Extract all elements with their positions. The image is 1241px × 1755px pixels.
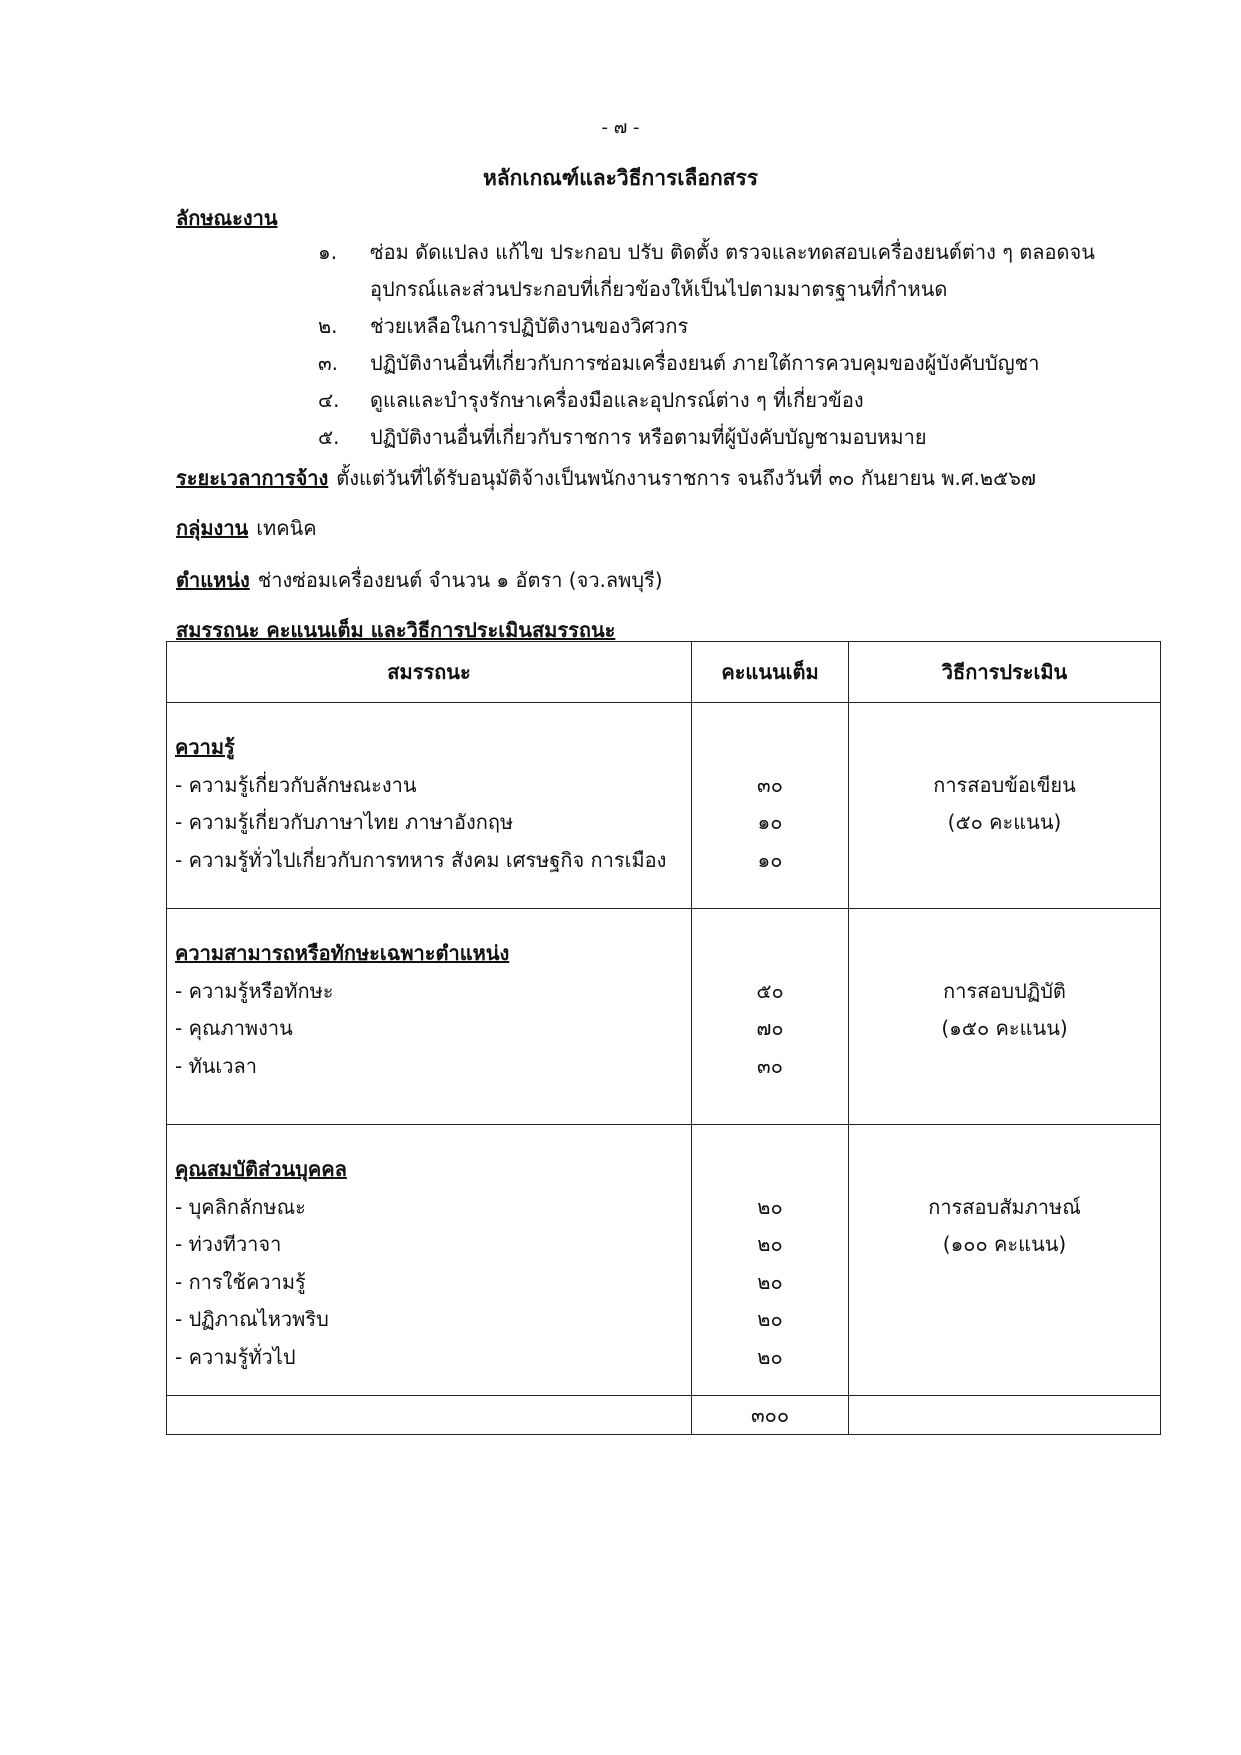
job-duty-list [318,234,1138,456]
employment-period-value: ตั้งแต่วันที่ได้รับอนุมัติจ้างเป็นพนักงานราชการ จนถึงวันที่ ๓๐ กันยายน พ.ศ.๒๕๖๗ [336,466,1036,490]
duty-number: ๕. [318,425,340,449]
competency-item: - ความรู้เกี่ยวกับภาษาไทย ภาษาอังกฤษ [175,810,514,834]
method-cell [849,909,1161,1125]
score-value: ๑๐ [757,847,783,872]
employment-period-line [176,462,1036,494]
score-cell [692,1125,849,1396]
duty-line: ซ่อม ดัดแปลง แก้ไข ประกอบ ปรับ ติดตั้ง ตรวจและทดสอบเครื่องยนต์ต่าง ๆ ตลอดจน [370,240,1095,264]
competency-item: - ความรู้ทั่วไปเกี่ยวกับการทหาร สังคม เศรษฐกิจ การเมือง [175,847,667,872]
competency-item: - ความรู้ทั่วไป [175,1344,296,1369]
method-cell [849,703,1161,909]
score-value: ๑๐ [757,810,783,834]
method-name: การสอบสัมภาษณ์ [928,1194,1081,1219]
duty-text: ช่วยเหลือในการปฏิบัติงานของวิศวกร [370,314,689,338]
method-score: (๑๕๐ คะแนน) [941,1016,1068,1040]
page-title: หลักเกณฑ์และวิธีการเลือกสรร [482,166,759,190]
table-header-row [167,642,1161,703]
competency-item: - บุคลิกลักษณะ [175,1194,306,1219]
score-cell [692,909,849,1125]
column-header-method: วิธีการประเมิน [849,642,1161,703]
group-title: ความรู้ [175,735,235,759]
score-value: ๒๐ [757,1269,783,1294]
method-name: การสอบปฏิบัติ [943,978,1066,1003]
work-group-value: เทคนิค [256,516,317,540]
position-value: ช่างซ่อมเครื่องยนต์ จำนวน ๑ อัตรา (จว.ลพบุรี) [257,568,663,592]
competency-group-cell [167,1125,692,1396]
duty-number: ๒. [318,314,338,338]
competency-table [166,641,1161,1435]
work-group-label: กลุ่มงาน [176,516,249,540]
duty-line: อุปกรณ์และส่วนประกอบที่เกี่ยวข้องให้เป็นไปตามมาตรฐานที่กำหนด [370,277,948,301]
competency-item: - ความรู้เกี่ยวกับลักษณะงาน [175,772,417,797]
employment-period-label: ระยะเวลาการจ้าง [176,466,329,490]
score-cell [692,703,849,909]
group-title: ความสามารถหรือทักษะเฉพาะตำแหน่ง [175,941,510,965]
table-row [167,909,1161,1125]
table-row [167,1125,1161,1396]
method-score: (๑๐๐ คะแนน) [942,1232,1067,1256]
duty-number: ๔. [318,388,340,412]
competency-item: - ท่วงทีวาจา [175,1232,282,1256]
competency-group-cell [167,703,692,909]
method-cell [849,1125,1161,1396]
column-header-competency: สมรรถนะ [167,642,692,703]
competency-group-cell [167,909,692,1125]
column-header-full-score: คะแนนเต็ม [692,642,849,703]
duty-number: ๓. [318,351,339,375]
score-value: ๓๐ [757,772,783,797]
job-description-heading: ลักษณะงาน [176,206,278,230]
total-row [167,1396,1161,1435]
competency-item: - ความรู้หรือทักษะ [175,978,334,1003]
score-value: ๗๐ [756,1016,784,1040]
position-label: ตำแหน่ง [176,568,250,592]
position-line [176,564,663,596]
duty-text: ดูแลและบำรุงรักษาเครื่องมือและอุปกรณ์ต่าง ๆ ที่เกี่ยวข้อง [370,388,864,412]
competency-item: - การใช้ความรู้ [175,1269,306,1294]
method-name: การสอบข้อเขียน [933,772,1076,797]
list-item [318,382,1138,419]
list-item [318,308,1138,345]
group-title: คุณสมบัติส่วนบุคคล [175,1157,347,1181]
competency-item: - ปฏิภาณไหวพริบ [175,1307,329,1331]
list-item [318,234,1138,308]
duty-text [370,234,1138,308]
list-item [318,345,1138,382]
duty-number: ๑. [318,240,338,264]
score-value: ๓๐ [757,1053,783,1078]
competency-item: - คุณภาพงาน [175,1016,293,1040]
total-empty-cell [167,1396,692,1435]
duty-text: ปฏิบัติงานอื่นที่เกี่ยวกับการซ่อมเครื่องยนต์ ภายใต้การควบคุมของผู้บังคับบัญชา [370,351,1040,375]
duty-text: ปฏิบัติงานอื่นที่เกี่ยวกับราชการ หรือตามที่ผู้บังคับบัญชามอบหมาย [370,425,927,449]
score-value: ๒๐ [757,1232,783,1256]
page-number: - ๗ - [601,117,640,138]
score-value: ๒๐ [757,1194,783,1219]
work-group-line [176,512,317,544]
list-item [318,419,1138,456]
table-row [167,703,1161,909]
competency-heading: สมรรถนะ คะแนนเต็ม และวิธีการประเมินสมรรถนะ [176,618,616,642]
score-value: ๒๐ [757,1307,783,1331]
method-score: (๕๐ คะแนน) [947,810,1062,834]
score-value: ๒๐ [757,1344,783,1369]
total-empty-cell [849,1396,1161,1435]
total-score: ๓๐๐ [692,1396,849,1435]
score-value: ๕๐ [756,978,784,1003]
competency-item: - ทันเวลา [175,1053,257,1078]
